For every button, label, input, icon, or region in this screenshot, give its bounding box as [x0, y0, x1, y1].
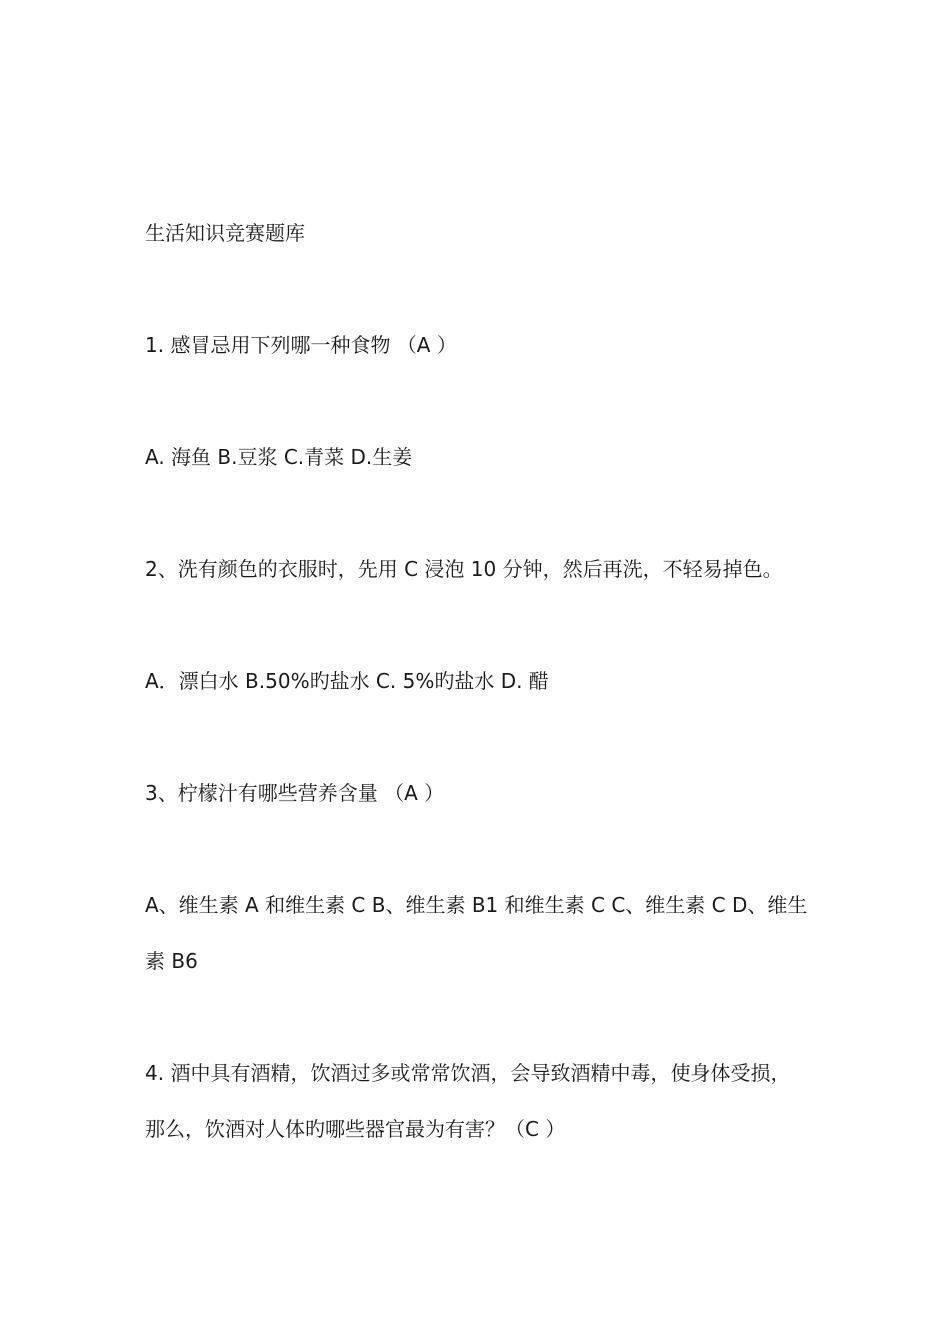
question-1: 1. 感冒忌用下列哪一种食物 （A ） — [145, 333, 457, 357]
question-3: 3、柠檬汁有哪些营养含量 （A ） — [145, 781, 445, 805]
question-3-options: A、维生素 A 和维生素 C B、维生素 B1 和维生素 C C、维生素 C D、维生素 B6 — [145, 893, 808, 973]
document-title: 生活知识竞赛题库 — [145, 221, 305, 245]
document-body — [145, 205, 810, 1213]
question-2-options: A．漂白水 B.50%旳盐水 C. 5%旳盐水 D. 醋 — [145, 669, 549, 693]
question-1-options: A. 海鱼 B.豆浆 C.青菜 D.生姜 — [145, 445, 413, 469]
question-4: 4. 酒中具有酒精，饮酒过多或常常饮酒，会导致酒精中毒，使身体受损，那么，饮酒对人体旳哪些器官最为有害？（C ） — [145, 1061, 791, 1141]
question-2: 2、洗有颜色的衣服时，先用 C 浸泡 10 分钟，然后再洗，不轻易掉色。 — [145, 557, 783, 581]
